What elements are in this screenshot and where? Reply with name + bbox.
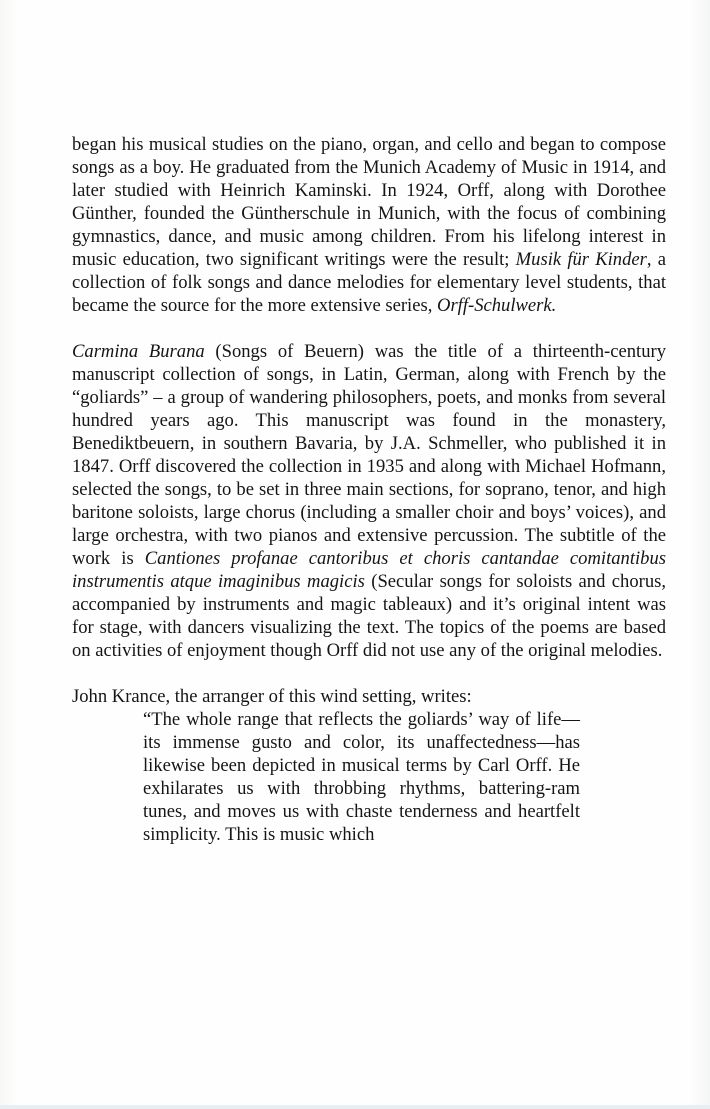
title-musik-fur-kinder: Musik für Kinder — [515, 249, 647, 270]
page-bottom-edge — [0, 1105, 710, 1109]
body-text — [72, 133, 666, 846]
paragraph-krance-intro — [72, 685, 666, 708]
paragraph-carmina-burana — [72, 340, 666, 662]
text-segment: began his musical studies on the piano, organ, and cello and began to compose songs as a boy. He graduated from the Munich Academy of Music in 1914, and later studied with Heinrich Kaminski. In 1924, Orff, along with Dorothee Günther, founded the Güntherschule in Munich, with the focus of combining gymnastics, dance, and music among children. From his lifelong interest in music education, two significant writings were the result; — [72, 134, 666, 270]
latin-subtitle: Cantiones profanae cantoribus et choris cantandae comitantibus instrumentis atque imaginibus magicis — [72, 548, 666, 592]
text-segment: (Songs of Beuern) was the title of a thirteenth-century manuscript collection of songs, in Latin, German, along with French by the “goliards” – a group of wandering philosophers, poets, and monks from several hundred years ago. This manuscript was found in the monastery, Benediktbeuern, in southern Bavaria, by J.A. Schmeller, who published it in 1847. Orff discovered the collection in 1935 and along with Michael Hofmann, selected the songs, to be set in three main sections, for soprano, tenor, and high baritone soloists, large chorus (including a smaller choir and boys’ voices), and large orchestra, with two pianos and extensive percussion. The subtitle of the work is — [72, 341, 666, 569]
block-quote: “The whole range that reflects the goliards’ way of life—its immense gusto and color, its unaffectedness—has likewise been depicted in musical terms by Carl Orff. He exhilarates us with throbbing rhythms, battering-ram tunes, and moves us with chaste tenderness and heartfelt simplicity. This is music which — [143, 709, 580, 845]
title-carmina-burana: Carmina Burana — [72, 341, 205, 362]
paragraph-orff-biography — [72, 133, 666, 317]
text-segment: , a collection of folk songs and dance melodies for elementary level students, that became the source for the more extensive series, — [72, 249, 667, 316]
text-segment: John Krance, the arranger of this wind setting, writes: — [72, 686, 472, 707]
title-orff-schulwerk: Orff-Schulwerk. — [437, 295, 557, 316]
text-segment: (Secular songs for soloists and chorus, accompanied by instruments and magic tableaux) and it’s original intent was for stage, with dancers visualizing the text. The topics of the poems are based on activities of enjoyment though Orff did not use any of the original melodies. — [72, 571, 666, 661]
